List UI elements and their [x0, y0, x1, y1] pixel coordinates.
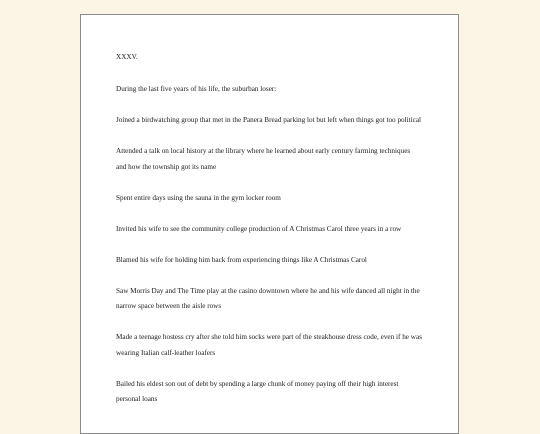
section-heading: XXXV. — [116, 53, 138, 61]
document-page — [80, 14, 459, 434]
list-item: Blamed his wife for holding him back from experiencing things like A Christmas Carol — [116, 255, 367, 264]
list-item: Joined a birdwatching group that met in the Panera Bread parking lot but left when things got too political — [116, 116, 422, 124]
list-item: Bailed his eldest son out of debt by spending a large chunk of money paying off their high interest personal loans — [116, 379, 399, 403]
intro-line: During the last five years of his life, the suburban loser: — [116, 84, 277, 93]
list-item: Spent entire days using the sauna in the gym locker room — [116, 193, 281, 202]
list-item: Saw Morris Day and The Time play at the casino downtown where he and his wife danced all night in the narrow space between the aisle rows — [116, 286, 420, 310]
list-item: Invited his wife to see the community college production of A Christmas Carol three years in a row — [116, 224, 402, 233]
list-item: Made a teenage hostess cry after she told him socks were part of the steakhouse dress code, even if he was wearing Italian calf-leather loafers — [116, 333, 422, 357]
list-item: Attended a talk on local history at the library where he learned about early century farming techniques and how the township got its name — [116, 147, 411, 171]
entry-list — [116, 113, 422, 408]
